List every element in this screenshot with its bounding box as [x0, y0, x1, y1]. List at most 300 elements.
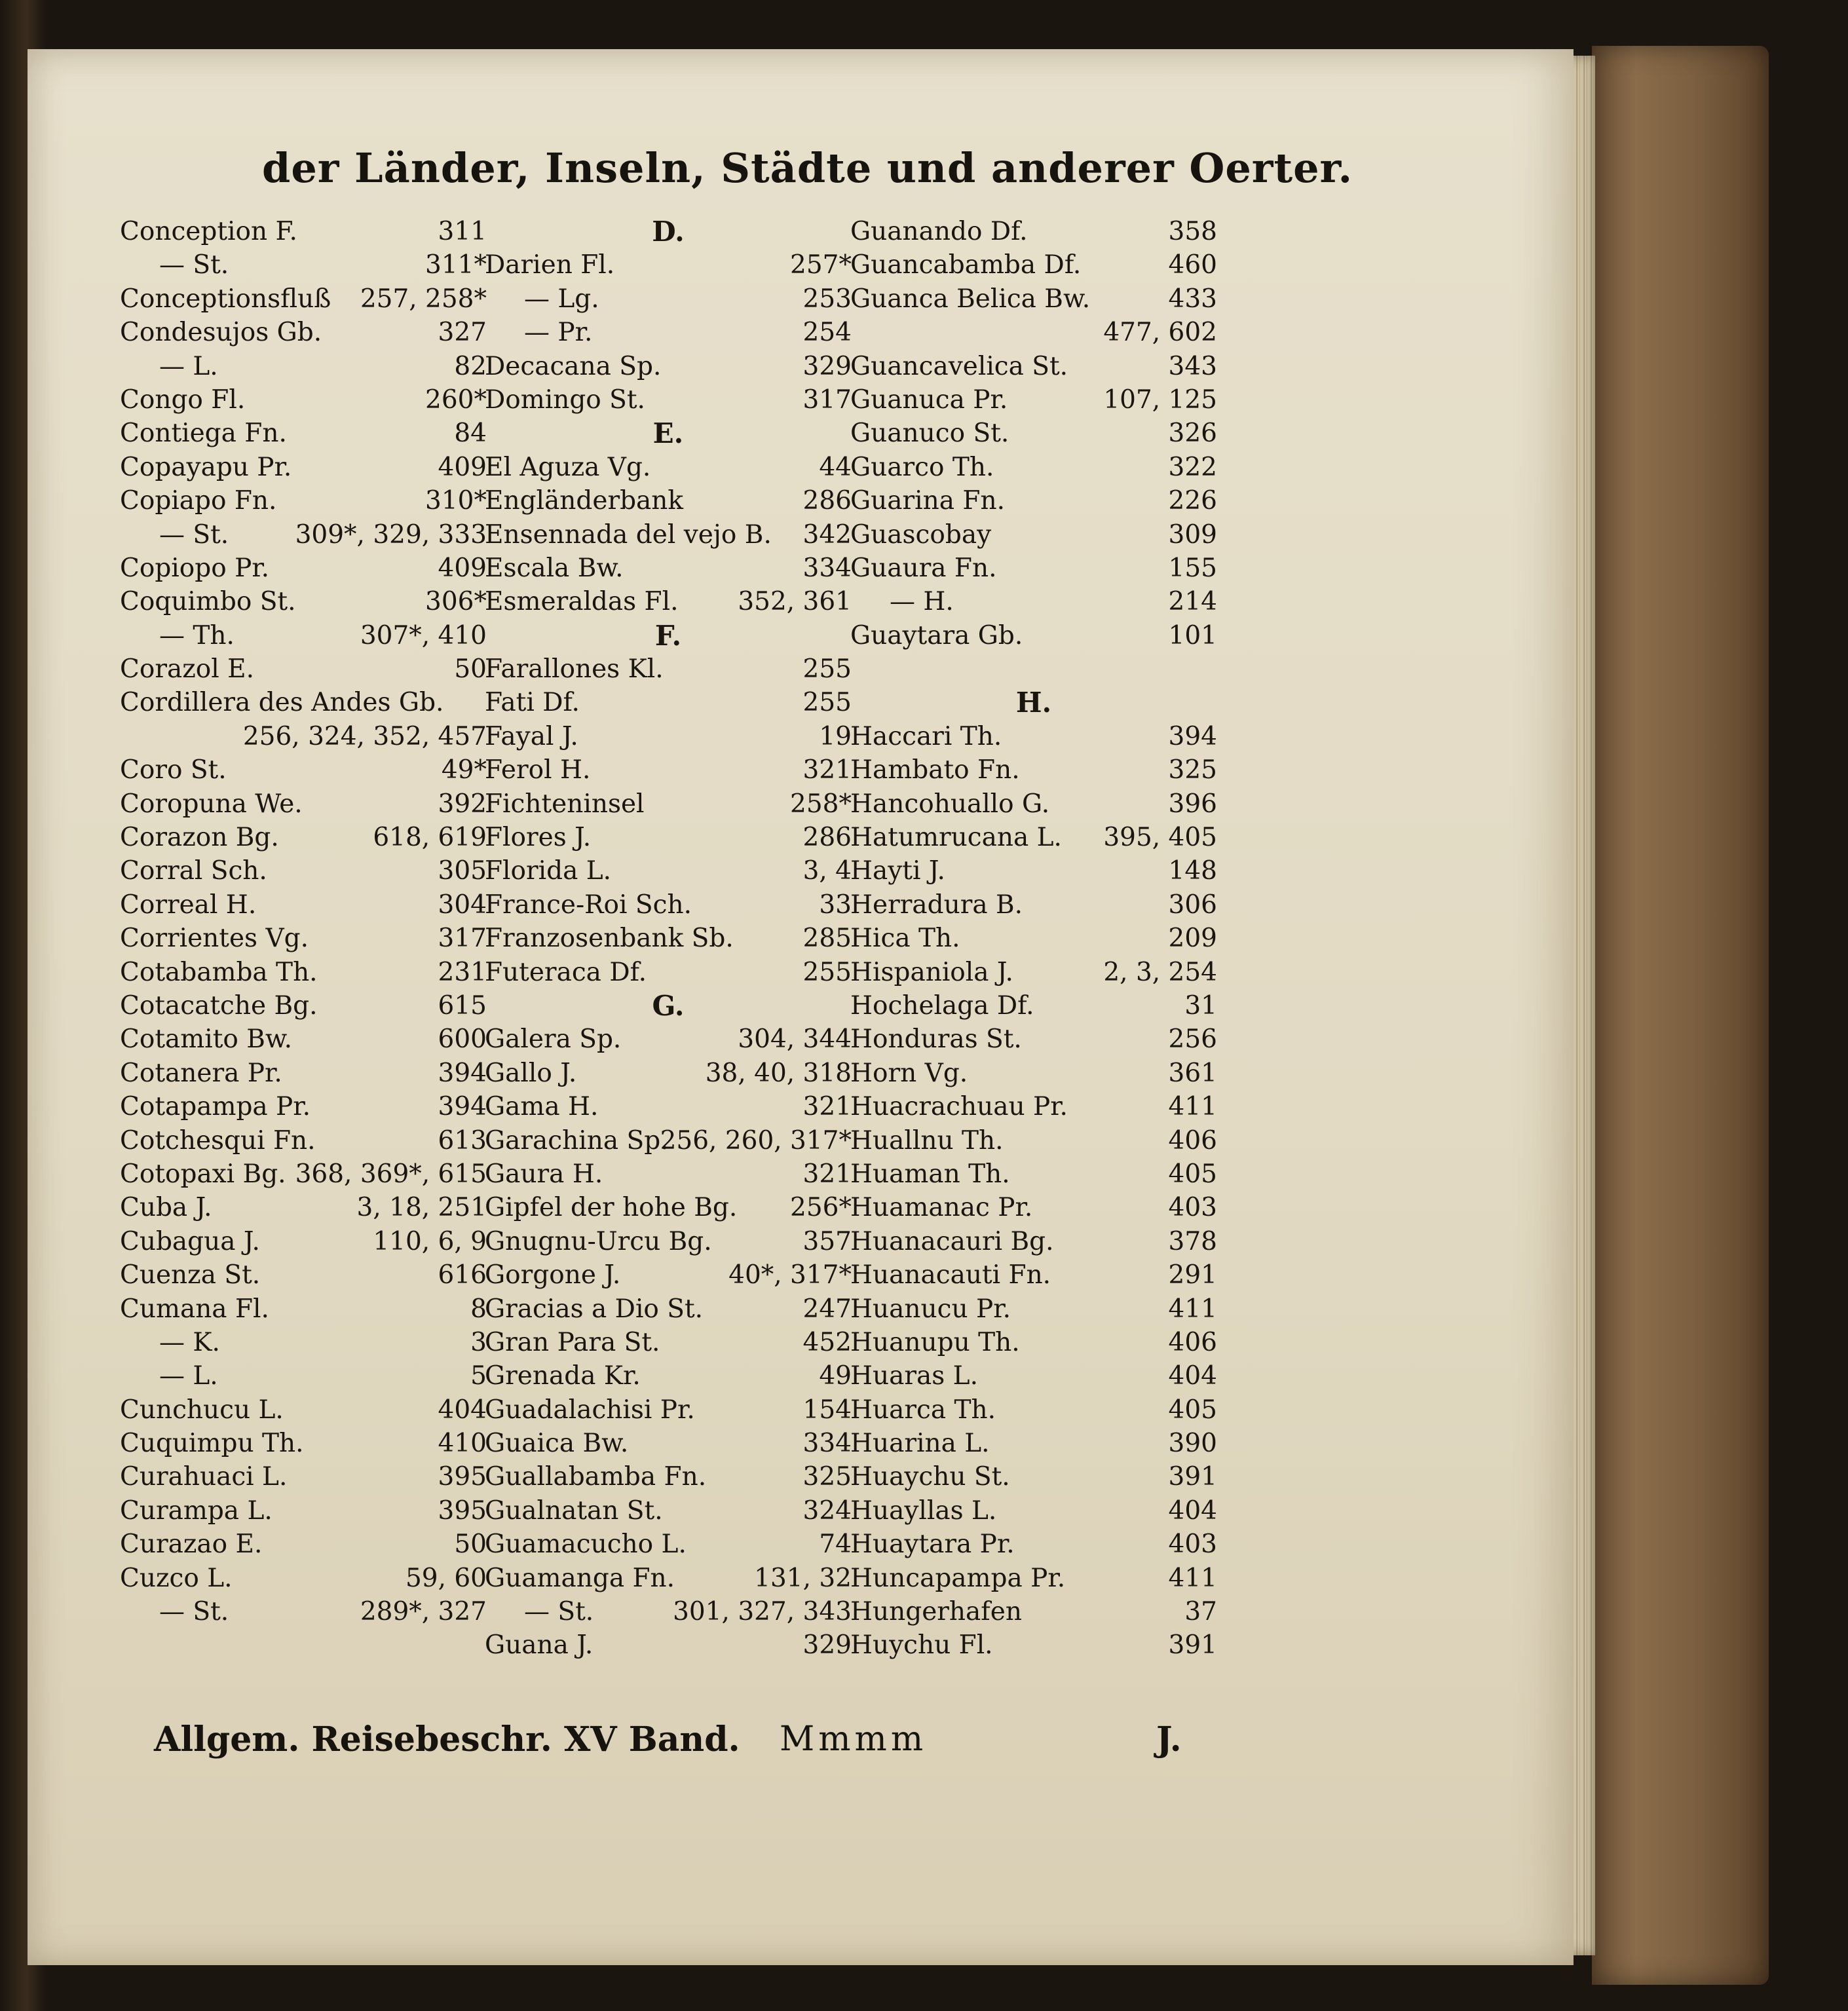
entry-pages: 311 — [438, 217, 487, 246]
entry-name: Guamacucho L. — [485, 1530, 687, 1560]
index-entry — [120, 215, 487, 248]
entry-name: Guanca Belica Bw. — [850, 284, 1091, 314]
index-entry — [120, 350, 487, 383]
entry-name: Cotabamba Th. — [120, 957, 318, 987]
index-entry — [485, 821, 852, 854]
index-entry — [850, 1359, 1217, 1393]
entry-name: Guancavelica St. — [850, 351, 1068, 381]
index-entry — [485, 1393, 852, 1427]
entry-name: Gorgone J. — [485, 1260, 621, 1290]
entry-name: — H. — [890, 587, 954, 617]
entry-pages: 257* — [790, 250, 852, 280]
entry-name: Gnugnu-Urcu Bg. — [485, 1226, 712, 1256]
entry-pages: 405 — [1168, 1159, 1217, 1189]
index-entry — [850, 922, 1217, 955]
index-entry — [850, 552, 1217, 585]
entry-name: Fati Df. — [485, 688, 580, 718]
index-entry — [485, 451, 852, 484]
entry-name: Huaman Th. — [850, 1159, 1010, 1189]
index-entry — [120, 1124, 487, 1157]
index-entry — [485, 1628, 852, 1662]
index-entry — [850, 1628, 1217, 1662]
index-entry — [485, 888, 852, 922]
entry-name: Corral Sch. — [120, 856, 267, 886]
entry-pages: 395 — [438, 1462, 487, 1492]
index-entry — [485, 956, 852, 989]
entry-name: Hambato Fn. — [850, 755, 1020, 785]
entry-name: Guanuca Pr. — [850, 385, 1008, 415]
running-head: der Länder, Inseln, Städte und anderer Oerter. — [262, 144, 1353, 192]
entry-name: Cotapampa Pr. — [120, 1092, 311, 1122]
entry-pages: 391 — [1168, 1462, 1217, 1492]
index-entry — [850, 956, 1217, 989]
entry-name: Huaychu St. — [850, 1462, 1010, 1492]
entry-pages: 44 — [819, 452, 852, 482]
entry-pages: 322 — [1168, 452, 1217, 482]
index-entry — [120, 686, 487, 719]
entry-pages: 326 — [1168, 419, 1217, 449]
entry-name: Huacrachuau Pr. — [850, 1092, 1068, 1122]
index-entry — [850, 316, 1217, 349]
index-entry — [850, 1023, 1217, 1056]
entry-pages: 101 — [1168, 620, 1217, 650]
index-entry — [485, 518, 852, 552]
entry-pages: 304, 344 — [738, 1024, 852, 1055]
entry-name: Flores J. — [485, 823, 592, 853]
entry-name: Gama H. — [485, 1092, 599, 1122]
index-entry — [485, 922, 852, 955]
index-entry — [850, 1124, 1217, 1157]
entry-pages: 396 — [1168, 789, 1217, 819]
index-entry — [485, 1124, 852, 1157]
index-entry — [485, 1191, 852, 1224]
index-entry — [850, 1326, 1217, 1359]
entry-name: Guarco Th. — [850, 452, 994, 482]
entry-name: Curazao E. — [120, 1530, 263, 1560]
entry-name: Hispaniola J. — [850, 957, 1013, 987]
entry-pages: 391 — [1168, 1630, 1217, 1661]
index-entry — [485, 1460, 852, 1494]
entry-pages: 477, 602 — [1103, 318, 1217, 348]
entry-name: Copiopo Pr. — [120, 553, 270, 583]
entry-pages: 452 — [802, 1327, 852, 1357]
index-entry — [850, 1258, 1217, 1292]
index-entry — [120, 753, 487, 787]
entry-name: Cotamito Bw. — [120, 1024, 293, 1055]
index-entry — [850, 518, 1217, 552]
index-entry — [120, 1528, 487, 1561]
index-entry — [120, 821, 487, 854]
index-entry — [850, 989, 1217, 1023]
entry-name: Guanuco St. — [850, 419, 1009, 449]
entry-pages: 404 — [1168, 1361, 1217, 1391]
entry-pages: 8 — [470, 1294, 487, 1324]
entry-pages: 3, 4 — [802, 856, 852, 886]
entry-name: Curampa L. — [120, 1495, 273, 1526]
index-entry — [120, 922, 487, 955]
catchword: J. — [1156, 1720, 1182, 1759]
entry-pages: 378 — [1168, 1226, 1217, 1256]
entry-pages: 409 — [438, 452, 487, 482]
index-entry — [850, 215, 1217, 248]
entry-pages: 40*, 317* — [728, 1260, 852, 1290]
entry-name: Domingo St. — [485, 385, 645, 415]
index-entry — [120, 1258, 487, 1292]
section-letter: G. — [652, 989, 685, 1022]
entry-name: Cubagua J. — [120, 1226, 260, 1256]
index-entry — [850, 350, 1217, 383]
entry-name: Corazol E. — [120, 654, 254, 685]
index-entry — [120, 1057, 487, 1090]
entry-pages: 84 — [454, 419, 487, 449]
index-entry — [850, 1595, 1217, 1628]
entry-name: Conceptionsfluß — [120, 284, 331, 314]
entry-pages: 209 — [1168, 924, 1217, 954]
index-entry — [850, 821, 1217, 854]
entry-pages: 256, 324, 352, 457 — [242, 721, 487, 751]
entry-name: Galera Sp. — [485, 1024, 622, 1055]
index-entry — [485, 383, 852, 417]
entry-pages: 255 — [802, 654, 852, 685]
entry-name: Honduras St. — [850, 1024, 1022, 1055]
entry-name: Huarina L. — [850, 1429, 990, 1459]
entry-name: Cuba J. — [120, 1193, 212, 1223]
index-entry — [120, 484, 487, 517]
entry-name: — St. — [524, 1597, 594, 1627]
index-entry — [850, 484, 1217, 517]
entry-pages: 616 — [438, 1260, 487, 1290]
index-entry — [485, 686, 852, 719]
entry-pages: 3, 18, 251 — [356, 1193, 487, 1223]
index-entry — [485, 1326, 852, 1359]
entry-pages: 256, 260, 317* — [660, 1125, 852, 1156]
index-entry — [120, 1359, 487, 1393]
signature-mark: Mmmm — [780, 1720, 928, 1759]
entry-name: Hochelaga Df. — [850, 990, 1034, 1021]
index-entry — [850, 652, 1217, 686]
entry-name: Hungerhafen — [850, 1597, 1022, 1627]
index-entry — [850, 753, 1217, 787]
entry-pages: 50 — [454, 1530, 487, 1560]
entry-pages: 49 — [819, 1361, 852, 1391]
index-entry — [850, 1528, 1217, 1561]
entry-pages: 317 — [802, 385, 852, 415]
entry-name: Gipfel der hohe Bg. — [485, 1193, 738, 1223]
index-entry — [120, 316, 487, 349]
entry-name: Farallones Kl. — [485, 654, 664, 685]
entry-pages: 409 — [438, 553, 487, 583]
index-entry — [120, 1326, 487, 1359]
entry-pages: 286 — [802, 823, 852, 853]
index-entry — [485, 282, 852, 316]
entry-name: Cotopaxi Bg. — [120, 1159, 286, 1189]
entry-pages: 148 — [1168, 856, 1217, 886]
entry-name: Copayapu Pr. — [120, 452, 292, 482]
entry-pages: 600 — [438, 1024, 487, 1055]
entry-pages: 255 — [802, 957, 852, 987]
entry-name: El Aguza Vg. — [485, 452, 651, 482]
entry-pages: 329 — [802, 1630, 852, 1661]
entry-name: — L. — [159, 1361, 218, 1391]
entry-pages: 258* — [790, 789, 852, 819]
entry-name: Hica Th. — [850, 924, 960, 954]
entry-name: Correal H. — [120, 890, 257, 920]
entry-name: Fayal J. — [485, 721, 578, 751]
entry-pages: 260* — [425, 385, 487, 415]
entry-pages: 256* — [790, 1193, 852, 1223]
entry-name: Huychu Fl. — [850, 1630, 993, 1661]
entry-name: Decacana Sp. — [485, 351, 662, 381]
entry-pages: 321 — [802, 755, 852, 785]
index-entry — [485, 1225, 852, 1258]
index-entry — [485, 1528, 852, 1561]
entry-pages: 3 — [470, 1327, 487, 1357]
entry-pages: 404 — [438, 1395, 487, 1425]
index-entry — [850, 1292, 1217, 1326]
index-entry — [120, 1023, 487, 1056]
index-entry — [120, 1393, 487, 1427]
index-entry — [485, 1023, 852, 1056]
index-entry — [120, 282, 487, 316]
entry-pages: 392 — [438, 789, 487, 819]
entry-pages: 214 — [1168, 587, 1217, 617]
entry-pages: 310* — [425, 486, 487, 516]
index-entry — [485, 1157, 852, 1191]
entry-name: Gallo J. — [485, 1058, 577, 1088]
index-entry — [850, 1157, 1217, 1191]
index-entry — [120, 417, 487, 450]
entry-pages: 19 — [819, 721, 852, 751]
entry-name: — St. — [159, 1597, 229, 1627]
index-entry — [485, 585, 852, 618]
entry-name: Cumana Fl. — [120, 1294, 269, 1324]
index-entry — [120, 552, 487, 585]
entry-pages: 394 — [1168, 721, 1217, 751]
entry-name: Huanupu Th. — [850, 1327, 1020, 1357]
entry-pages: 131, 32 — [754, 1563, 852, 1593]
index-entry — [120, 652, 487, 686]
entry-pages: 358 — [1168, 217, 1217, 246]
entry-name: Coquimbo St. — [120, 587, 296, 617]
index-entry — [485, 484, 852, 517]
entry-pages: 618, 619 — [373, 823, 487, 853]
entry-pages: 460 — [1168, 250, 1217, 280]
index-entry — [120, 1292, 487, 1326]
entry-pages: 33 — [819, 890, 852, 920]
entry-name: Contiega Fn. — [120, 419, 287, 449]
entry-name: Guaura Fn. — [850, 553, 997, 583]
entry-pages: 257, 258* — [360, 284, 487, 314]
entry-name: Darien Fl. — [485, 250, 615, 280]
entry-pages: 394 — [438, 1092, 487, 1122]
entry-name: Huncapampa Pr. — [850, 1563, 1066, 1593]
index-entry — [485, 1292, 852, 1326]
index-entry — [850, 1393, 1217, 1427]
index-column-3 — [850, 215, 1217, 1663]
entry-pages: 247 — [802, 1294, 852, 1324]
entry-name: Huamanac Pr. — [850, 1193, 1033, 1223]
entry-name: Huarca Th. — [850, 1395, 996, 1425]
entry-name: Ferol H. — [485, 755, 591, 785]
index-entry — [850, 282, 1217, 316]
index-entry — [120, 720, 487, 753]
entry-name: Condesujos Gb. — [120, 318, 322, 348]
index-entry — [120, 1191, 487, 1224]
entry-name: Cotanera Pr. — [120, 1058, 282, 1088]
index-entry — [850, 1090, 1217, 1123]
entry-pages: 74 — [819, 1530, 852, 1560]
index-entry — [485, 350, 852, 383]
book-cover-edge — [1592, 46, 1769, 1985]
index-entry — [120, 1562, 487, 1595]
index-entry — [850, 1225, 1217, 1258]
index-entry — [850, 248, 1217, 282]
entry-name: Guaytara Gb. — [850, 620, 1023, 650]
entry-name: Cotacatche Bg. — [120, 990, 318, 1021]
entry-name: Coropuna We. — [120, 789, 303, 819]
entry-pages: 226 — [1168, 486, 1217, 516]
index-entry — [120, 854, 487, 888]
entry-pages: 321 — [802, 1092, 852, 1122]
entry-name: — St. — [159, 250, 229, 280]
index-entry — [850, 1562, 1217, 1595]
section-letter: F. — [654, 619, 682, 652]
section-letter: D. — [652, 216, 685, 248]
index-entry — [485, 1494, 852, 1528]
entry-pages: 107, 125 — [1103, 385, 1217, 415]
entry-pages: 395 — [438, 1495, 487, 1526]
entry-pages: 329 — [802, 351, 852, 381]
index-entry — [485, 248, 852, 282]
entry-pages: 301, 327, 343 — [673, 1597, 852, 1627]
index-entry — [120, 1595, 487, 1628]
entry-name: Guaica Bw. — [485, 1429, 629, 1459]
entry-pages: 286 — [802, 486, 852, 516]
entry-name: Gran Para St. — [485, 1327, 660, 1357]
index-entry — [850, 1057, 1217, 1090]
entry-name: — Pr. — [524, 318, 593, 348]
index-entry — [485, 316, 852, 349]
entry-name: Herradura B. — [850, 890, 1023, 920]
entry-pages: 5 — [470, 1361, 487, 1391]
entry-pages: 309*, 329, 333 — [295, 519, 487, 550]
index-entry — [485, 1090, 852, 1123]
entry-name: — Th. — [159, 620, 235, 650]
entry-name: Corazon Bg. — [120, 823, 279, 853]
entry-pages: 343 — [1168, 351, 1217, 381]
entry-pages: 615 — [438, 990, 487, 1021]
entry-name: — Lg. — [524, 284, 599, 314]
entry-pages: 403 — [1168, 1530, 1217, 1560]
entry-name: Cuenza St. — [120, 1260, 261, 1290]
entry-name: Guarina Fn. — [850, 486, 1005, 516]
entry-pages: 334 — [802, 1429, 852, 1459]
index-entry — [120, 383, 487, 417]
index-entry — [120, 1460, 487, 1494]
index-entry — [485, 1057, 852, 1090]
index-entry — [485, 1427, 852, 1460]
index-entry — [850, 417, 1217, 450]
entry-pages: 395, 405 — [1103, 823, 1217, 853]
entry-pages: 334 — [802, 553, 852, 583]
entry-name: Esmeraldas Fl. — [485, 587, 679, 617]
index-entry — [120, 585, 487, 618]
entry-pages: 256 — [1168, 1024, 1217, 1055]
entry-pages: 311* — [425, 250, 487, 280]
entry-pages: 390 — [1168, 1429, 1217, 1459]
entry-name: Cunchucu L. — [120, 1395, 284, 1425]
index-entry — [120, 888, 487, 922]
entry-name: Huallnu Th. — [850, 1125, 1004, 1156]
entry-pages: 403 — [1168, 1193, 1217, 1223]
entry-name: Grenada Kr. — [485, 1361, 641, 1391]
index-entry — [850, 854, 1217, 888]
entry-pages: 368, 369*, 615 — [295, 1159, 487, 1189]
entry-name: Conception F. — [120, 217, 297, 246]
index-entry — [485, 787, 852, 821]
entry-pages: 59, 60 — [405, 1563, 487, 1593]
entry-name: Cotchesqui Fn. — [120, 1125, 316, 1156]
index-entry — [850, 1427, 1217, 1460]
index-entry — [120, 956, 487, 989]
index-entry — [120, 248, 487, 282]
index-entry — [850, 451, 1217, 484]
entry-name: Huanucu Pr. — [850, 1294, 1011, 1324]
entry-pages: 231 — [438, 957, 487, 987]
index-entry — [850, 619, 1217, 652]
entry-pages: 289*, 327 — [360, 1597, 487, 1627]
entry-pages: 306* — [425, 587, 487, 617]
entry-pages: 411 — [1168, 1294, 1217, 1324]
index-entry — [485, 1595, 852, 1628]
entry-pages: 309 — [1168, 519, 1217, 550]
index-entry — [120, 1090, 487, 1123]
entry-pages: 305 — [438, 856, 487, 886]
entry-pages: 411 — [1168, 1092, 1217, 1122]
entry-pages: 357 — [802, 1226, 852, 1256]
entry-pages: 304 — [438, 890, 487, 920]
entry-pages: 327 — [438, 318, 487, 348]
index-entry — [120, 1427, 487, 1460]
index-column-1 — [120, 215, 487, 1628]
entry-name: Cuquimpu Th. — [120, 1429, 304, 1459]
entry-name: Copiapo Fn. — [120, 486, 277, 516]
entry-name: Gracias a Dio St. — [485, 1294, 704, 1324]
index-entry — [120, 787, 487, 821]
entry-name: Cuzco L. — [120, 1563, 233, 1593]
entry-pages: 404 — [1168, 1495, 1217, 1526]
index-entry — [850, 1494, 1217, 1528]
entry-name: France-Roi Sch. — [485, 890, 692, 920]
index-entry — [850, 383, 1217, 417]
index-entry — [485, 652, 852, 686]
entry-pages: 406 — [1168, 1125, 1217, 1156]
entry-pages: 291 — [1168, 1260, 1217, 1290]
index-entry — [850, 1191, 1217, 1224]
index-entry — [485, 1359, 852, 1393]
index-entry — [120, 1494, 487, 1528]
index-entry — [485, 1562, 852, 1595]
entry-pages: 37 — [1184, 1597, 1217, 1627]
entry-name: — L. — [159, 351, 218, 381]
entry-pages: 49* — [441, 755, 487, 785]
entry-name: Guadalachisi Pr. — [485, 1395, 695, 1425]
entry-pages: 110, 6, 9 — [373, 1226, 487, 1256]
entry-name: Engländerbank — [485, 486, 684, 516]
entry-pages: 50 — [454, 654, 487, 685]
entry-pages: 255 — [802, 688, 852, 718]
entry-name: Guascobay — [850, 519, 992, 550]
